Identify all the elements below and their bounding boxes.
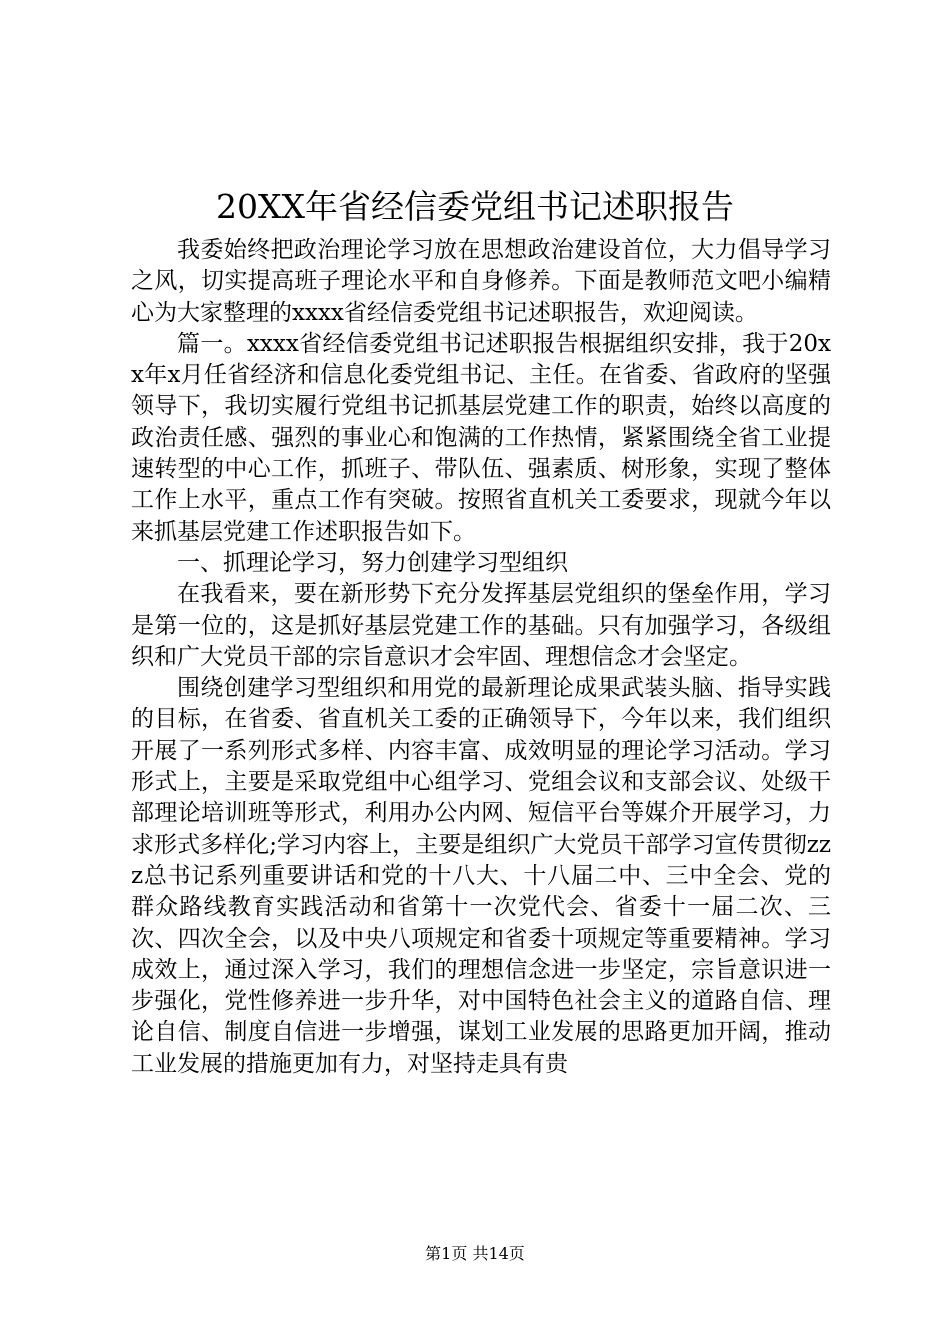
page-number-footer: 第1页 共14页 [425,1244,525,1263]
paragraph-chapter-one: 篇一。xxxx省经信委党组书记述职报告根据组织安排，我于20xx年x月任省经济和信息化委党组书记、主任。在省委、省政府的坚强领导下，我切实履行党组书记抓基层党建工作的职责，始终以高度的政治责任感、强烈的事业心和饱满的工作热情，紧紧围绕全省工业提速转型的中心工作，抓班子、带队伍、强素质、树形象，实现了整体工作上水平，重点工作有突破。按照省直机关工委要求，现就今年以来抓基层党建工作述职报告如下。 [131,330,831,545]
paragraph-intro: 我委始终把政治理论学习放在思想政治建设首位，大力倡导学习之风，切实提高班子理论水平和自身修养。下面是教师范文吧小编精心为大家整理的xxxx省经信委党组书记述职报告，欢迎阅读。 [131,237,831,326]
document-title: 20XX年省经信委党组书记述职报告 [216,187,734,226]
paragraph-study-activities: 围绕创建学习型组织和用党的最新理论成果武装头脑、指导实践的目标，在省委、省直机关工委的正确领导下，今年以来，我们组织开展了一系列形式多样、内容丰富、成效明显的理论学习活动。学习形式上，主要是采取党组中心组学习、党组会议和支部会议、处级干部理论培训班等形式，利用办公内网、短信平台等媒介开展学习，力求形式多样化;学习内容上，主要是组织广大党员干部学习宣传贯彻zzz总书记系列重要讲话和党的十八大、十八届二中、三中全会、党的群众路线教育实践活动和省第十一次党代会、省委十一届二次、三次、四次全会，以及中央八项规定和省委十项规定等重要精神。学习成效上，通过深入学习，我们的理想信念进一步坚定，宗旨意识进一步强化，党性修养进一步升华，对中国特色社会主义的道路自信、理论自信、制度自信进一步增强，谋划工业发展的思路更加开阔，推动工业发展的措施更加有力，对坚持走具有贵 [131,675,831,1077]
document-body [131,235,831,1080]
section-heading-theory-study: 一、抓理论学习，努力创建学习型组织 [177,549,568,576]
paragraph-study-importance: 在我看来，要在新形势下充分发挥基层党组织的堡垒作用，学习是第一位的，这是抓好基层党建工作的基础。只有加强学习，各级组织和广大党员干部的宗旨意识才会牢固、理想信念才会坚定。 [131,581,831,670]
